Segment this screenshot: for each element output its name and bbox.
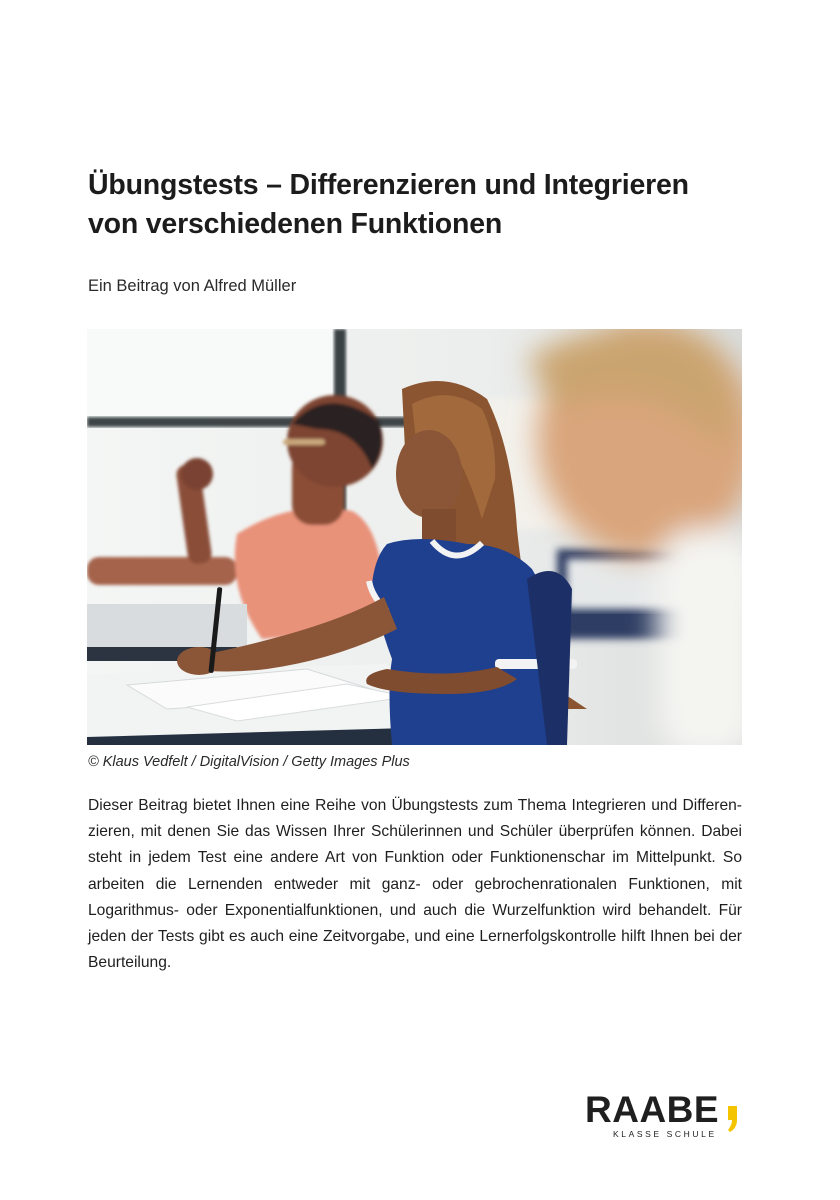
logo-comma-icon: [727, 1106, 737, 1132]
title-line-2: von verschiedenen Funktionen: [88, 208, 503, 240]
title-line-1: Übungstests – Differenzieren und Integrieren: [88, 169, 689, 201]
document-title: [88, 166, 768, 244]
logo-wordmark: RAABE: [585, 1089, 720, 1130]
raabe-logo: [585, 1090, 745, 1140]
classroom-photo-illustration: [87, 329, 742, 745]
intro-paragraph: Dieser Beitrag bietet Ihnen eine Reihe von Übungstests zum Thema Integrieren und Differenzieren, mit denen Sie das Wissen Ihrer Schülerinnen und Schüler überprüfen können. Dabei steht in jedem Test eine andere Art von Funktion oder Funktionenschar im Mittelpunkt. So arbeiten die Lernenden entweder mit ganz- oder gebrochenrationalen Funktionen, mit Logarithmus- oder Exponentialfunktionen, und auch die Wurzelfunktion wird behandelt. Für jeden der Tests gibt es auch eine Zeitvorgabe, und eine Lernerfolgskontrolle hilft Ihnen bei der Beurteilung.: [88, 797, 742, 972]
photo-caption: © Klaus Vedfelt / DigitalVision / Getty Images Plus: [88, 754, 410, 770]
author-line: Ein Beitrag von Alfred Müller: [88, 277, 297, 295]
classroom-photo: [87, 329, 742, 745]
logo-tagline: KLASSE SCHULE: [613, 1129, 717, 1139]
